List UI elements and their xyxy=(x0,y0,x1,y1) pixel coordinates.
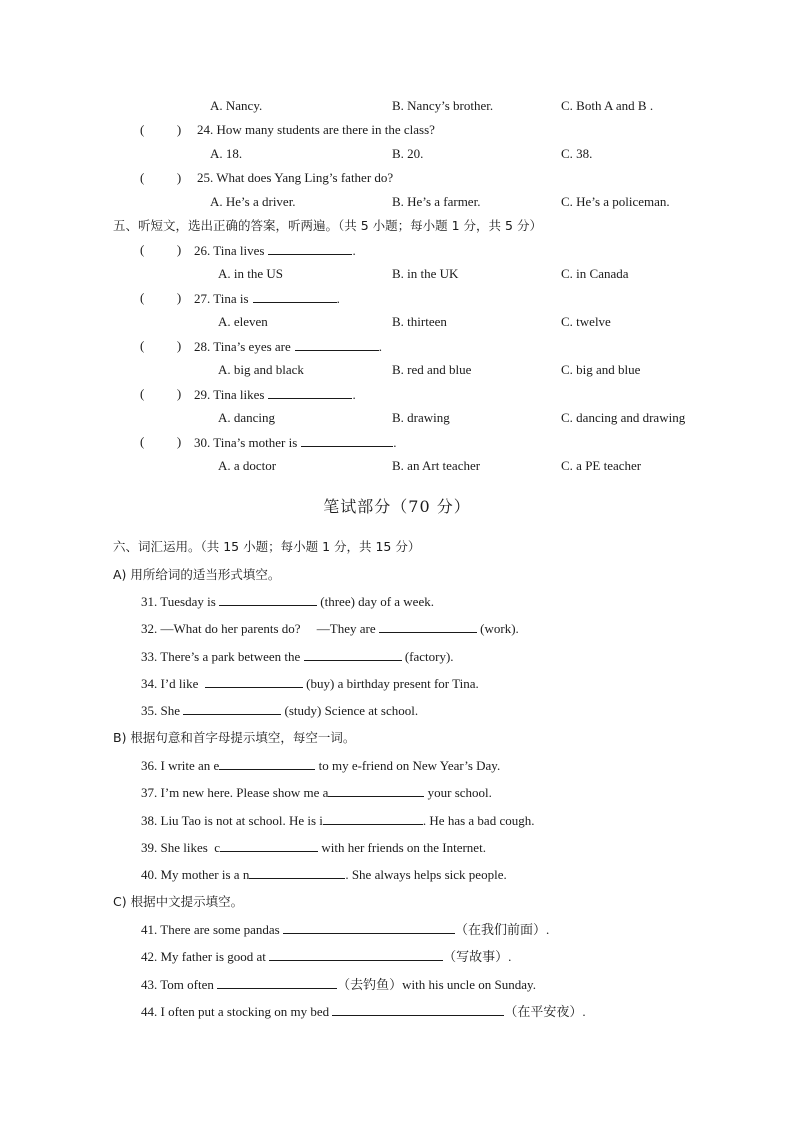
item-text: 44. I often put a stocking on my bed xyxy=(141,1004,333,1019)
option-b: B. in the UK xyxy=(392,266,459,281)
fill-blank-item xyxy=(141,783,492,802)
item-text: 36. I write an e xyxy=(141,758,220,773)
item-text-after: (buy) a birthday present for Tina. xyxy=(302,676,479,691)
answer-blank[interactable] xyxy=(220,838,318,852)
fill-blank-item xyxy=(141,838,486,857)
q25-option-b: B. He’s a farmer. xyxy=(392,194,481,209)
answer-blank[interactable] xyxy=(301,433,393,447)
q23-option-c: C. Both A and B . xyxy=(561,98,654,113)
answer-blank[interactable] xyxy=(253,289,337,303)
answer-blank[interactable] xyxy=(219,756,315,770)
item-text-after: （在平安夜）. xyxy=(504,1004,586,1019)
stem-end: . xyxy=(393,435,397,450)
answer-blank[interactable] xyxy=(219,592,317,606)
item-text-after: （去钓鱼）with his uncle on Sunday. xyxy=(337,977,536,992)
answer-paren[interactable]: ( ) xyxy=(140,290,182,305)
item-text: 43. Tom often xyxy=(141,977,218,992)
answer-blank[interactable] xyxy=(183,701,281,715)
question-stem xyxy=(194,241,356,260)
answer-paren[interactable]: ( ) xyxy=(140,434,182,449)
section-header: 六、词汇运用。（共 15 小题；每小题 1 分，共 15 分） xyxy=(113,539,421,554)
stem-end: . xyxy=(352,387,356,402)
item-text: 33. There’s a park between the xyxy=(141,649,304,664)
stem-end: . xyxy=(352,243,356,258)
answer-paren[interactable]: ( ) xyxy=(140,242,182,257)
item-text-after: . He has a bad cough. xyxy=(422,813,535,828)
fill-blank-item xyxy=(141,1002,586,1021)
item-text-after: (study) Science at school. xyxy=(281,703,419,718)
answer-blank[interactable] xyxy=(217,975,337,989)
option-c: C. twelve xyxy=(561,314,611,329)
item-text-after: (three) day of a week. xyxy=(317,594,434,609)
item-text: 35. She xyxy=(141,703,184,718)
option-b: B. red and blue xyxy=(392,362,472,377)
q23-option-a: A. Nancy. xyxy=(210,98,263,113)
q25-option-a: A. He’s a driver. xyxy=(210,194,296,209)
option-b: B. drawing xyxy=(392,410,450,425)
item-text-after: . She always helps sick people. xyxy=(345,867,507,882)
answer-blank[interactable] xyxy=(269,947,443,961)
q24-option-b: B. 20. xyxy=(392,146,424,161)
answer-paren[interactable]: ( ) xyxy=(140,338,182,353)
question-stem: 24. How many students are there in the class? xyxy=(197,122,435,137)
q24-option-a: A. 18. xyxy=(210,146,243,161)
option-a: A. dancing xyxy=(218,410,276,425)
question-stem xyxy=(194,385,356,404)
item-text: 41. There are some pandas xyxy=(141,922,283,937)
item-text: 39. She likes c xyxy=(141,840,221,855)
option-c: C. in Canada xyxy=(561,266,629,281)
answer-blank[interactable] xyxy=(268,385,352,399)
fill-blank-item xyxy=(141,674,479,693)
fill-blank-item xyxy=(141,619,519,638)
option-a: A. eleven xyxy=(218,314,268,329)
part-c-title: C) 根据中文提示填空。 xyxy=(113,894,244,909)
part-b-title: B) 根据句意和首字母提示填空，每空一词。 xyxy=(113,730,356,745)
option-b: B. thirteen xyxy=(392,314,447,329)
item-text: 32. —What do her parents do? —They are xyxy=(141,621,379,636)
answer-blank[interactable] xyxy=(332,1002,504,1016)
option-b: B. an Art teacher xyxy=(392,458,481,473)
q23-option-b: B. Nancy’s brother. xyxy=(392,98,494,113)
option-a: A. big and black xyxy=(218,362,304,377)
stem-text: 27. Tina is xyxy=(194,291,249,306)
option-c: C. big and blue xyxy=(561,362,641,377)
option-c: C. dancing and drawing xyxy=(561,410,686,425)
question-stem xyxy=(194,433,397,452)
option-c: C. a PE teacher xyxy=(561,458,642,473)
fill-blank-item xyxy=(141,647,454,666)
answer-paren[interactable]: ( ) xyxy=(140,170,182,185)
item-text-after: (factory). xyxy=(401,649,454,664)
item-text-after: （在我们前面）. xyxy=(454,922,550,937)
fill-blank-item xyxy=(141,865,507,884)
q25-option-c: C. He’s a policeman. xyxy=(561,194,670,209)
answer-blank[interactable] xyxy=(323,811,423,825)
fill-blank-item xyxy=(141,947,511,966)
answer-blank[interactable] xyxy=(328,783,424,797)
item-text-after: to my e-friend on New Year’s Day. xyxy=(315,758,501,773)
fill-blank-item xyxy=(141,592,434,611)
stem-end: . xyxy=(336,291,340,306)
answer-blank[interactable] xyxy=(283,920,455,934)
fill-blank-item xyxy=(141,811,534,830)
answer-blank[interactable] xyxy=(249,865,345,879)
page-title: 笔试部分（70 分） xyxy=(323,497,471,516)
item-text-after: with her friends on the Internet. xyxy=(318,840,486,855)
section-header: 五、听短文，选出正确的答案，听两遍。（共 5 小题；每小题 1 分，共 5 分） xyxy=(113,218,542,233)
item-text: 37. I’m new here. Please show me a xyxy=(141,785,329,800)
stem-end: . xyxy=(378,339,383,354)
option-a: A. a doctor xyxy=(218,458,277,473)
answer-blank[interactable] xyxy=(205,674,303,688)
question-stem xyxy=(194,289,340,308)
answer-paren[interactable]: ( ) xyxy=(140,122,182,137)
answer-blank[interactable] xyxy=(295,337,379,351)
item-text: 38. Liu Tao is not at school. He is i xyxy=(141,813,323,828)
answer-blank[interactable] xyxy=(304,647,402,661)
answer-blank[interactable] xyxy=(268,241,352,255)
stem-text: 30. Tina’s mother is xyxy=(194,435,298,450)
q24-option-c: C. 38. xyxy=(561,146,593,161)
fill-blank-item xyxy=(141,920,549,939)
question-stem: 25. What does Yang Ling’s father do? xyxy=(197,170,394,185)
stem-text: 29. Tina likes xyxy=(194,387,265,402)
option-a: A. in the US xyxy=(218,266,283,281)
item-text: 40. My mother is a n xyxy=(141,867,250,882)
item-text: 34. I’d like xyxy=(141,676,205,691)
question-stem xyxy=(194,337,382,356)
item-text-after: (work). xyxy=(476,621,519,636)
stem-text: 26. Tina lives xyxy=(194,243,265,258)
item-text-after: （写故事）. xyxy=(443,949,512,964)
answer-paren[interactable]: ( ) xyxy=(140,386,182,401)
stem-text: 28. Tina’s eyes are xyxy=(194,339,291,354)
item-text: 42. My father is good at xyxy=(141,949,270,964)
fill-blank-item xyxy=(141,975,536,994)
item-text: 31. Tuesday is xyxy=(141,594,220,609)
fill-blank-item xyxy=(141,756,500,775)
part-a-title: A) 用所给词的适当形式填空。 xyxy=(113,567,281,582)
item-text-after: your school. xyxy=(424,785,492,800)
fill-blank-item xyxy=(141,701,418,720)
answer-blank[interactable] xyxy=(379,619,477,633)
